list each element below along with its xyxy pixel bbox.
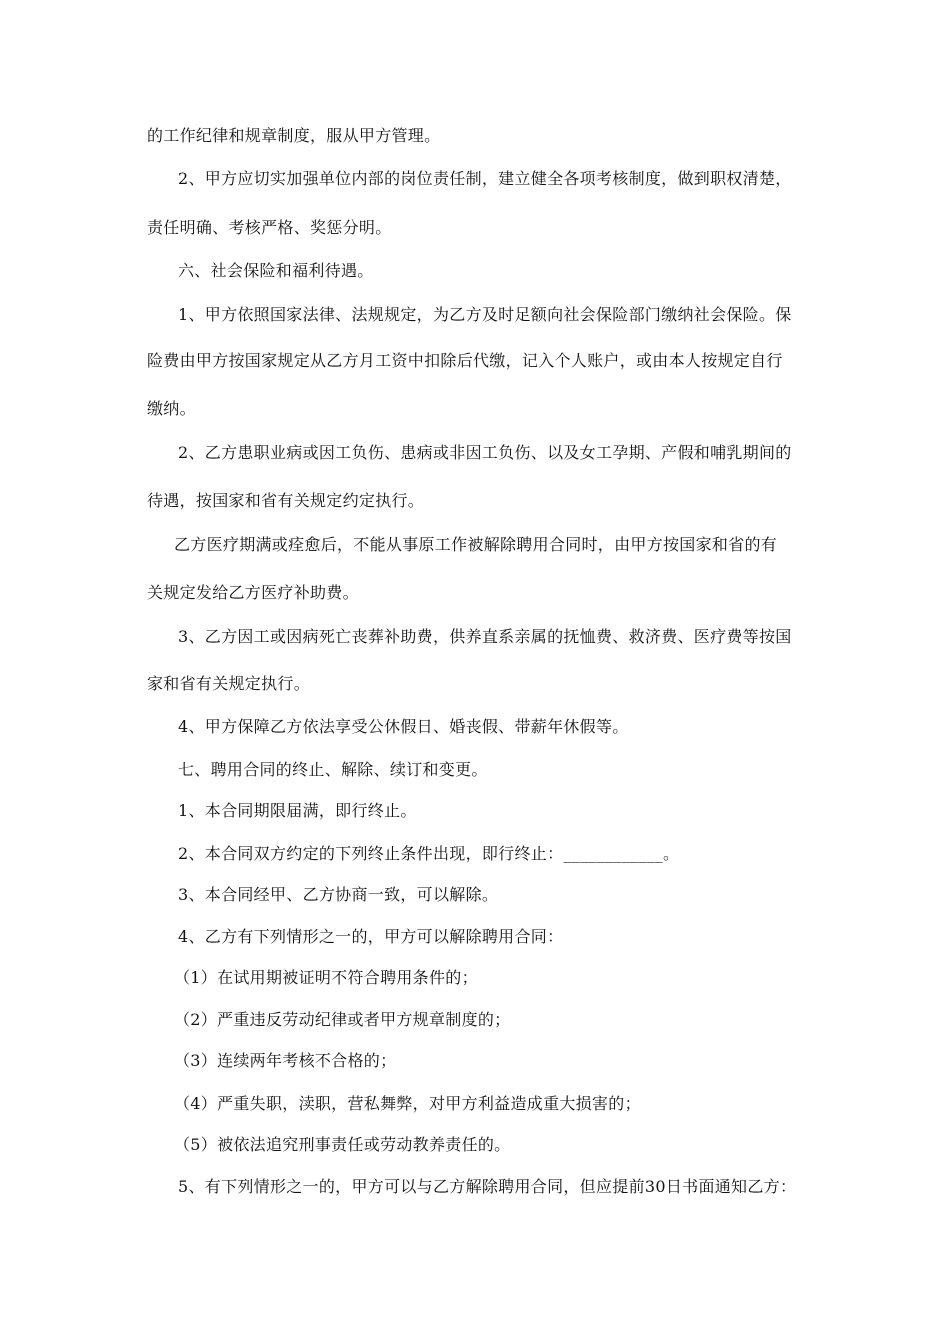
paragraph-line: 4、甲方保障乙方依法享受公休假日、婚丧假、带薪年休假等。 (178, 717, 629, 736)
paragraph-line: 3、本合同经甲、乙方协商一致，可以解除。 (178, 885, 499, 904)
paragraph-line: 1、本合同期限届满，即行终止。 (178, 801, 417, 820)
list-item: （3）连续两年考核不合格的； (174, 1051, 397, 1070)
paragraph-line: 5、有下列情形之一的，甲方可以与乙方解除聘用合同，但应提前30日书面通知乙方： (178, 1177, 797, 1196)
list-item: （2）严重违反劳动纪律或者甲方规章制度的； (174, 1010, 511, 1029)
paragraph-line: 乙方医疗期满或痊愈后，不能从事原工作被解除聘用合同时，由甲方按国家和省的有 (174, 535, 778, 554)
paragraph-line: 的工作纪律和规章制度，服从甲方管理。 (147, 126, 441, 145)
section-heading: 六、社会保险和福利待遇。 (178, 261, 374, 280)
paragraph-line: 3、乙方因工或因病死亡丧葬补助费，供养直系亲属的抚恤费、救济费、医疗费等按国 (178, 627, 792, 646)
paragraph-line: 家和省有关规定执行。 (147, 674, 311, 693)
list-item: （1）在试用期被证明不符合聘用条件的； (174, 968, 478, 987)
paragraph-line: 2、甲方应切实加强单位内部的岗位责任制，建立健全各项考核制度，做到职权清楚， (178, 169, 792, 188)
paragraph-line: 4、乙方有下列情形之一的，甲方可以解除聘用合同： (178, 927, 564, 946)
paragraph-line: 缴纳。 (147, 399, 196, 418)
paragraph-line: 2、本合同双方约定的下列终止条件出现，即行终止：____________。 (178, 844, 680, 863)
paragraph-line: 1、甲方依照国家法律、法规规定，为乙方及时足额向社会保险部门缴纳社会保险。保 (178, 305, 792, 324)
paragraph-line: 关规定发给乙方医疗补助费。 (147, 583, 359, 602)
paragraph-line: 待遇，按国家和省有关规定约定执行。 (147, 491, 425, 510)
section-heading: 七、聘用合同的终止、解除、续订和变更。 (178, 760, 488, 779)
list-item: （5）被依法追究刑事责任或劳动教养责任的。 (174, 1135, 511, 1154)
paragraph-line: 险费由甲方按国家规定从乙方月工资中扣除后代缴，记入个人账户，或由本人按规定自行 (147, 351, 783, 370)
paragraph-line: 2、乙方患职业病或因工负伤、患病或非因工负伤、以及女工孕期、产假和哺乳期间的 (178, 443, 792, 462)
paragraph-line: 责任明确、考核严格、奖惩分明。 (147, 218, 392, 237)
list-item: （4）严重失职，渎职，营私舞弊，对甲方利益造成重大损害的； (174, 1094, 641, 1113)
